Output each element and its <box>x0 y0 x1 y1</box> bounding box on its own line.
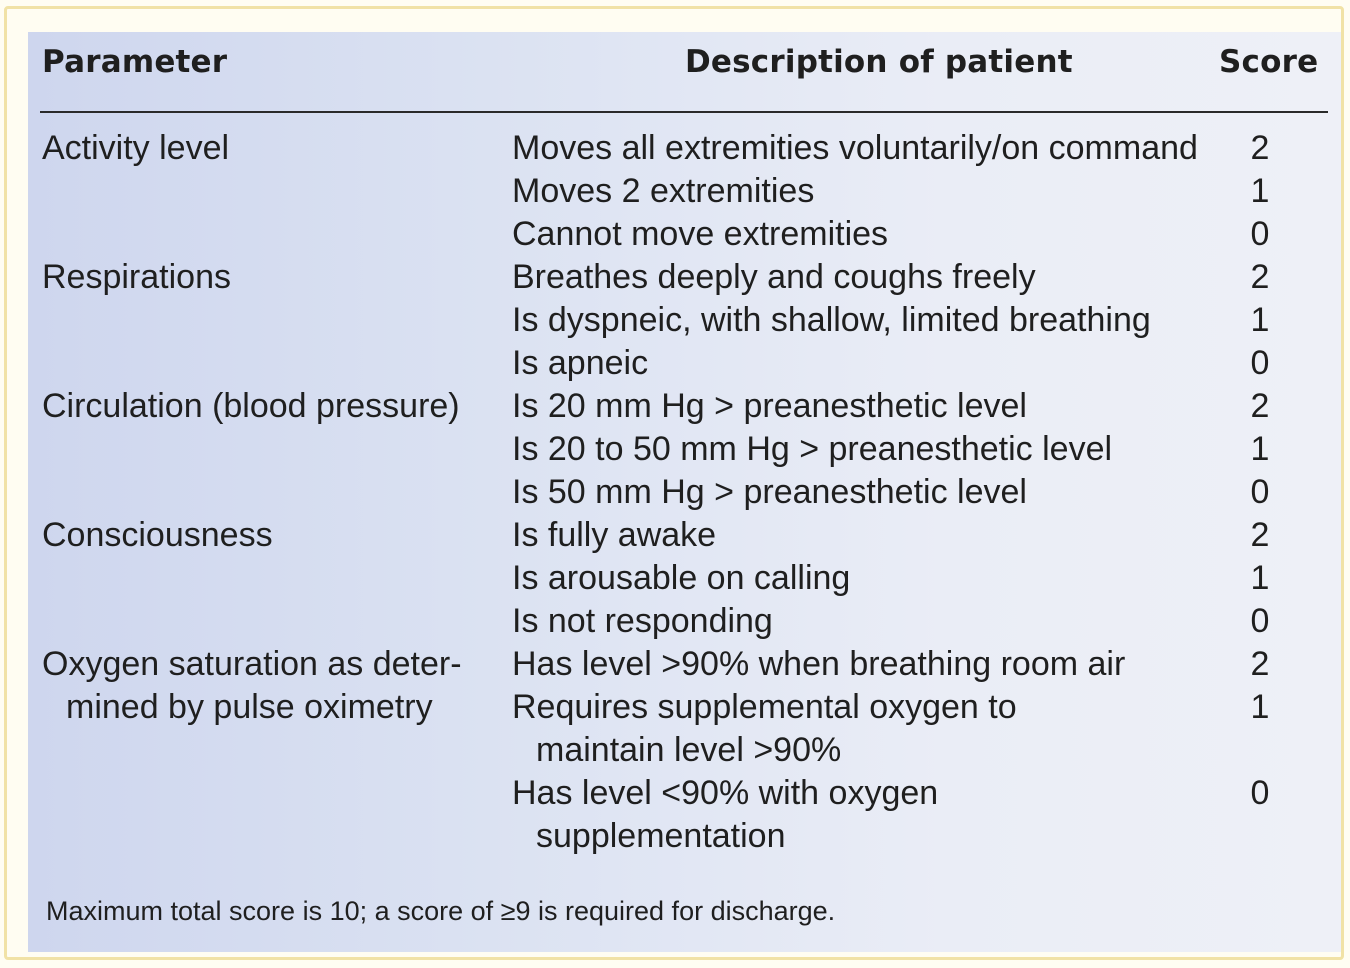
header-parameter: Parameter <box>42 44 228 80</box>
param-activity-level: Activity level <box>42 129 230 167</box>
table-row-description: Is 20 mm Hg > preanesthetic level <box>512 387 1027 425</box>
table-row-score: 0 <box>1250 215 1270 253</box>
param-circulation: Circulation (blood pressure) <box>42 387 460 425</box>
table-footnote: Maximum total score is 10; a score of ≥9 is required for discharge. <box>46 896 836 926</box>
header-divider <box>40 111 1328 113</box>
param-oxygen-line1: Oxygen saturation as deter- <box>42 645 462 683</box>
table-row-score: 2 <box>1250 387 1270 425</box>
table-row-score: 2 <box>1250 516 1270 554</box>
table-row-score: 1 <box>1250 301 1270 339</box>
table-row-description: Has level >90% when breathing room air <box>512 645 1126 683</box>
description-continuation: maintain level >90% <box>536 731 842 769</box>
description-line: Requires supplemental oxygen to <box>512 688 1017 726</box>
table-row-score: 2 <box>1250 129 1270 167</box>
table-row-score: 1 <box>1250 559 1270 597</box>
param-consciousness: Consciousness <box>42 516 273 554</box>
table-row-description: Moves 2 extremities <box>512 172 815 210</box>
table-row-score: 1 <box>1250 430 1270 468</box>
table-row-score: 1 <box>1250 172 1270 210</box>
table-row-score: 0 <box>1250 602 1270 640</box>
table-row-description: Is arousable on calling <box>512 559 851 597</box>
table-row-description: Is dyspneic, with shallow, limited breathing <box>512 301 1151 339</box>
table-row-description: Is fully awake <box>512 516 717 554</box>
score-table <box>28 32 1341 952</box>
description-continuation: supplementation <box>536 817 786 855</box>
table-row-description: Is 20 to 50 mm Hg > preanesthetic level <box>512 430 1113 468</box>
table-row-description <box>512 686 1017 772</box>
table-row-score: 2 <box>1250 645 1270 683</box>
header-description: Description of patient <box>685 44 1073 80</box>
header-score: Score <box>1219 44 1319 80</box>
table-row-score: 0 <box>1250 774 1270 812</box>
table-row-description: Is not responding <box>512 602 773 640</box>
param-respirations: Respirations <box>42 258 231 296</box>
table-row-score: 2 <box>1250 258 1270 296</box>
param-oxygen-saturation <box>42 643 462 729</box>
description-line: Has level <90% with oxygen <box>512 774 939 812</box>
table-row-score: 0 <box>1250 473 1270 511</box>
table-row-description: Cannot move extremities <box>512 215 889 253</box>
param-oxygen-line2: mined by pulse oximetry <box>66 688 433 726</box>
table-row-description: Is 50 mm Hg > preanesthetic level <box>512 473 1027 511</box>
table-row-description: Is apneic <box>512 344 649 382</box>
table-row-description <box>512 772 938 858</box>
table-row-score: 1 <box>1250 688 1270 726</box>
table-row-description: Moves all extremities voluntarily/on command <box>512 129 1198 167</box>
table-row-score: 0 <box>1250 344 1270 382</box>
table-row-description: Breathes deeply and coughs freely <box>512 258 1036 296</box>
